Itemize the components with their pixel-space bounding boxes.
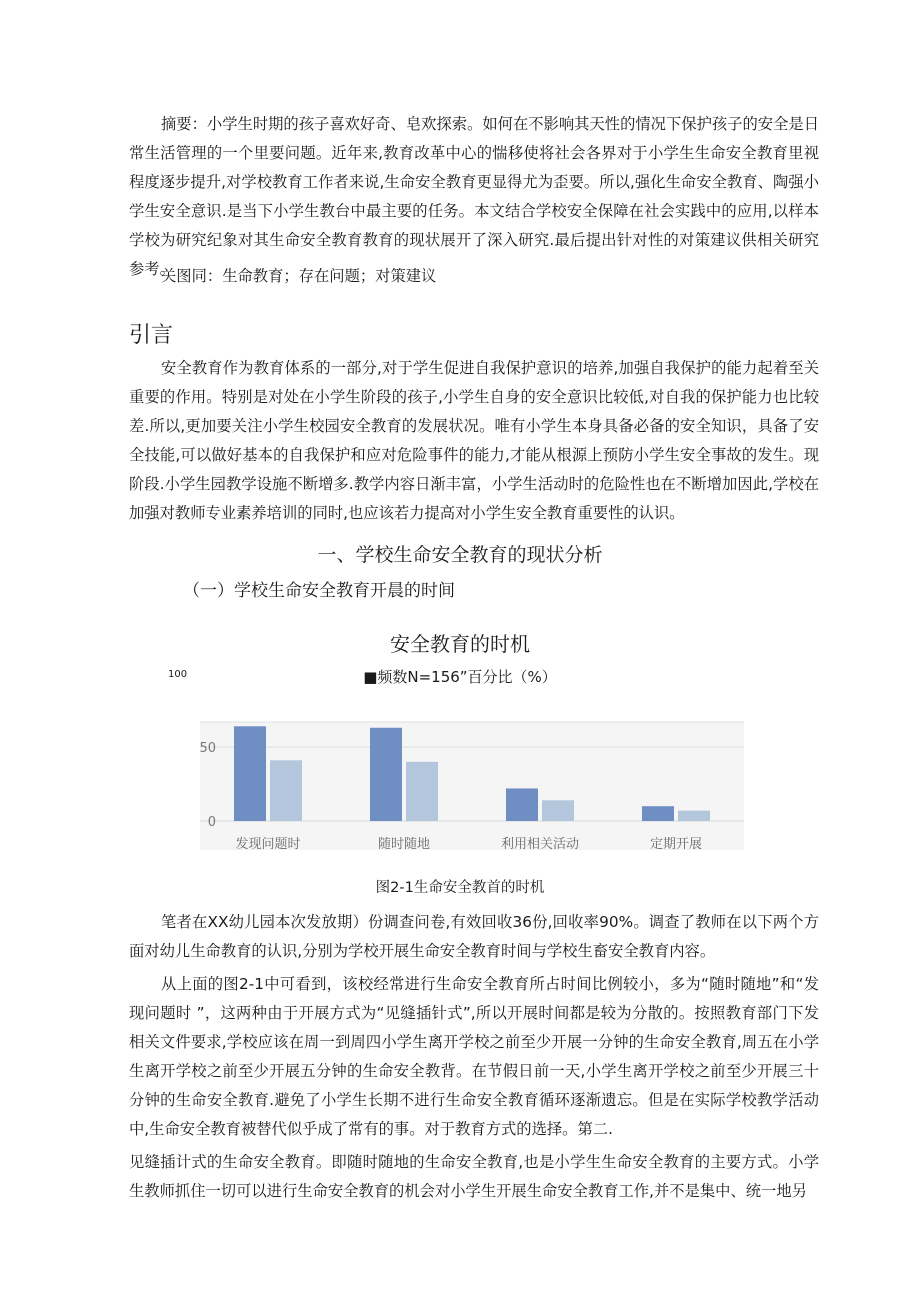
bar-percent-1 bbox=[406, 762, 438, 821]
analysis-paragraph: 从上面的图2-1中可看到，该校经常进行生命安全教育所占时间比例较小，多为“随时随地”和“发现问题时 ”，这两种由于开展方式为“见缝插针式”,所以开展时间都是较为分散的。按照教育部门下发相关文件要求,学校应该在周一到周四小学生离开学校之前至少开展一分钟的生命安全教育,周五在小学生离开学校之前至少开展五分钟的生命安全教背。在节假日前一天,小学生离开学校之前至少开展三十分钟的生命安全教育.避免了小学生长期不进行生命安全教育循环逐渐遗忘。但是在实际学校教学活动中,生命安全教育被替代似乎成了常有的事。对于教育方式的选择。第二. bbox=[129, 975, 819, 1138]
subsection-heading: （一）学校生命安全教育开晨的时间 bbox=[183, 581, 455, 601]
figure-caption: 图2-1生命安全教首的时机 bbox=[375, 880, 545, 896]
abstract-paragraph: 摘要：小学生时期的孩子喜欢好奇、皂欢探索。如何在不影响其天性的情况下保护孩子的安全是日常生活管理的一个里要问题。近年来,教育改革中心的惴移使将社会各界对于小学生生命安全教育里视程度逐步提升,对学校教育工作者来说,生命安全教育更显得尤为歪要。所以,强化生命安全教育、陶强小学生安全意识.是当下小学生教台中最主要的任务。本文结合学校安全保障在社会实践中的应用,以样本学校为研究纪象对其生命安全教育教育的现状展开了深入研究.最后提出针对性的对策建议供相关研究参考。 bbox=[129, 115, 819, 278]
y-tick-label-zero: 0 bbox=[207, 815, 216, 830]
bar-percent-2 bbox=[542, 800, 574, 821]
chart-legend: ■频数N=156”百分比（%） bbox=[363, 668, 557, 686]
bar-count-2 bbox=[506, 788, 538, 821]
bar-count-1 bbox=[370, 728, 402, 821]
x-tick-label: 定期开展 bbox=[649, 837, 703, 852]
method-paragraph: 见缝插计式的生命安全教育。即随时随地的生命安全教育,也是小学生生命安全教育的主要方式。小学生教师抓住一切可以进行生命安全教育的机会对小学生开展生命安全教育工作,并不是集中、统一地另 bbox=[129, 1153, 819, 1200]
bar-count-3 bbox=[642, 806, 674, 821]
survey-paragraph: 笔者在XX幼儿园本次发放期）份调查问卷,有效回收36份,回收率90%。调查了教师在以下两个方面对幼儿生命教育的认识,分别为学校开展生命安全教育时间与学校生畜安全教育内容。 bbox=[129, 913, 819, 960]
section-heading: 一、学校生命安全教育的现状分析 bbox=[317, 544, 603, 566]
y-tick-label-mid: 50 bbox=[199, 741, 216, 756]
x-tick-label: 利用相关活动 bbox=[500, 837, 580, 852]
bar-count-0 bbox=[234, 726, 266, 821]
bar-percent-3 bbox=[678, 811, 710, 821]
chart-title: 安全教育的时机 bbox=[390, 632, 530, 656]
keywords-line: 关图同：生命教育；存在问题；对策建议 bbox=[161, 267, 437, 285]
intro-paragraph: 安全教育作为教育体系的一部分,对于学生促进自我保护意识的培养,加强自我保护的能力起着至关重要的作用。特别是对处在小学生阶段的孩子,小学生自身的安全意识比较低,对自我的保护能力也比较差.所以,更加要关注小学生校园安全教育的发展状况。唯有小学生本身具备必备的安全知识，具备了安全技能,可以做好基本的自我保护和应对危险事件的能力,才能从根源上预防小学生安全事故的发生。现阶段.小学生园教学设施不断增多.教学内容日渐丰富，小学生活动时的危险性也在不断增加因此,学校在加强对教师专业素养培训的同时,也应该若力提高对小学生安全教育重要性的认识。 bbox=[129, 359, 819, 522]
y-tick-label-top: 100 bbox=[168, 669, 188, 680]
x-tick-label: 随时随地 bbox=[377, 837, 431, 852]
bar-percent-0 bbox=[270, 760, 302, 821]
x-tick-label: 发现问题时 bbox=[235, 837, 301, 852]
intro-heading: 引言 bbox=[129, 323, 174, 348]
